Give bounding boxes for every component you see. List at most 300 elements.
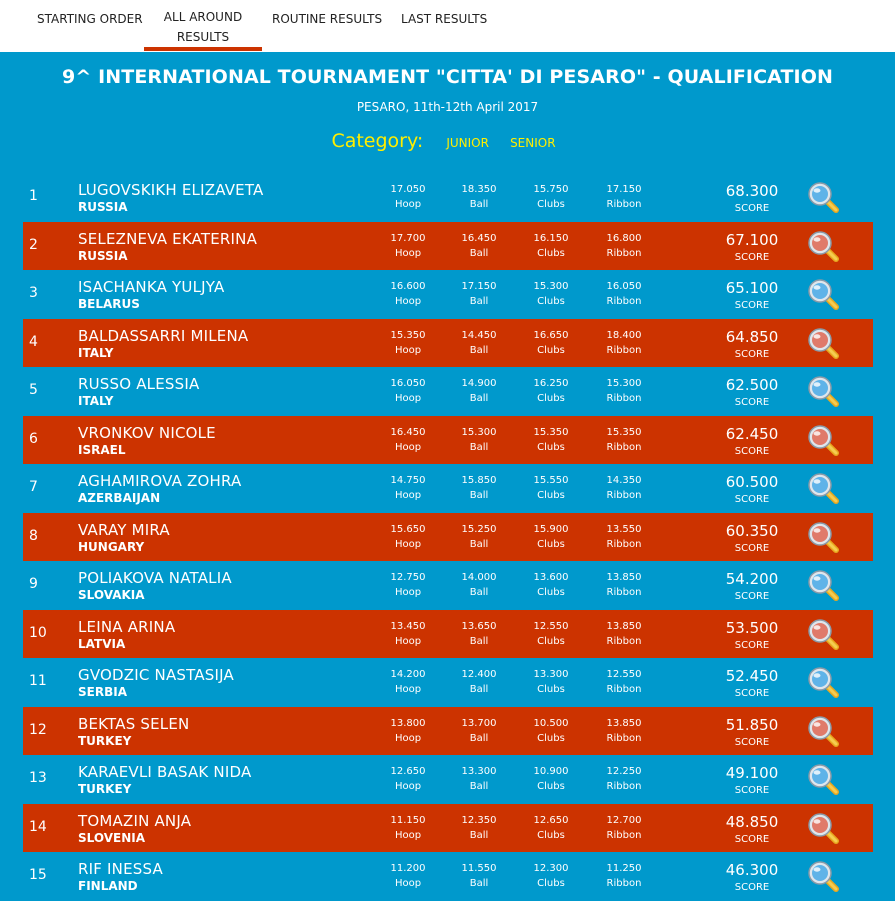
magnifier-icon[interactable]: [806, 617, 840, 651]
clubs-label: Clubs: [537, 344, 565, 356]
ribbon-cell: [594, 621, 654, 647]
tab-label-line1: ALL AROUND: [163, 10, 243, 24]
hoop-label: Hoop: [394, 781, 422, 792]
ball-score: 14.000: [461, 572, 497, 583]
ball-cell: [449, 330, 509, 356]
ribbon-label: Ribbon: [606, 296, 642, 307]
ribbon-score: 12.700: [606, 814, 642, 826]
hoop-cell: [378, 863, 438, 889]
ribbon-score: 16.800: [606, 232, 642, 244]
ball-cell: [449, 281, 509, 307]
ribbon-cell: [594, 184, 654, 210]
athlete-name: POLIAKOVA NATALIA: [78, 569, 232, 587]
hoop-label: Hoop: [394, 587, 422, 598]
athlete-name: RUSSO ALESSIA: [78, 375, 200, 393]
total-cell: [723, 522, 781, 554]
hoop-label: Hoop: [394, 296, 422, 307]
ribbon-score: 11.250: [606, 863, 642, 874]
ribbon-cell: [594, 863, 654, 889]
total-cell: [723, 279, 781, 311]
ribbon-score: 18.400: [606, 329, 642, 341]
magnifier-icon[interactable]: [806, 229, 840, 263]
ball-score: 15.850: [461, 475, 497, 486]
total-cell: [723, 667, 781, 699]
rank: 5: [29, 382, 38, 398]
page-title: 9^ INTERNATIONAL TOURNAMENT "CITTA' DI PESARO" - QUALIFICATION: [62, 66, 833, 88]
total-cell: [723, 764, 781, 796]
clubs-score: 16.650: [533, 329, 569, 341]
total-label: SCORE: [734, 300, 770, 311]
hoop-cell: [378, 669, 438, 695]
result-row: [23, 173, 873, 222]
hoop-cell: [378, 766, 438, 792]
ribbon-label: Ribbon: [606, 393, 642, 404]
clubs-label: Clubs: [537, 878, 565, 889]
clubs-label: Clubs: [537, 684, 565, 695]
category-label: Category:: [331, 130, 424, 152]
magnifier-icon[interactable]: [806, 423, 840, 457]
ribbon-score: 13.850: [606, 717, 642, 729]
athlete-name: SELEZNEVA EKATERINA: [78, 229, 258, 248]
rank: 14: [29, 818, 47, 835]
hoop-cell: [378, 815, 438, 841]
top-navigation: [0, 0, 895, 52]
athlete-name: TOMAZIN ANJA: [78, 811, 192, 830]
total-score: 62.500: [725, 376, 779, 394]
ribbon-score: 16.050: [606, 281, 642, 292]
athlete-nation: SLOVENIA: [78, 830, 146, 845]
result-row: [23, 513, 873, 562]
ribbon-label: Ribbon: [606, 829, 642, 841]
hoop-label: Hoop: [394, 538, 422, 550]
total-score: 60.500: [725, 473, 779, 491]
result-row: [23, 561, 873, 610]
total-label: SCORE: [734, 348, 770, 360]
hoop-score: 14.750: [390, 475, 426, 486]
total-cell: [723, 376, 781, 408]
rank: 2: [29, 236, 38, 253]
clubs-label: Clubs: [537, 199, 565, 210]
athlete-nation: LATVIA: [78, 636, 126, 651]
ribbon-label: Ribbon: [606, 490, 642, 501]
clubs-score: 12.550: [533, 620, 569, 632]
clubs-label: Clubs: [537, 781, 565, 792]
ball-score: 18.350: [461, 184, 497, 195]
athlete-name: LEINA ARINA: [78, 617, 176, 636]
ribbon-score: 17.150: [606, 184, 642, 195]
total-score: 67.100: [725, 230, 779, 249]
athlete-nation: SLOVAKIA: [78, 588, 145, 602]
ball-cell: [449, 621, 509, 647]
clubs-score: 10.900: [533, 766, 569, 777]
total-label: SCORE: [734, 251, 770, 263]
rank: 15: [29, 867, 47, 883]
ribbon-cell: [594, 233, 654, 259]
total-cell: [723, 328, 781, 360]
total-score: 53.500: [725, 618, 779, 637]
hoop-score: 13.800: [390, 717, 426, 729]
ball-score: 12.400: [461, 669, 497, 680]
result-row: [23, 367, 873, 416]
hoop-score: 12.750: [390, 572, 426, 583]
clubs-score: 10.500: [533, 717, 569, 729]
clubs-cell: [521, 427, 581, 453]
clubs-score: 16.150: [533, 232, 569, 244]
athlete-name: RIF INESSA: [78, 860, 163, 878]
clubs-cell: [521, 863, 581, 889]
ribbon-score: 13.850: [606, 620, 642, 632]
ball-score: 15.250: [461, 523, 497, 535]
ball-cell: [449, 863, 509, 889]
total-cell: [723, 861, 781, 893]
clubs-cell: [521, 572, 581, 598]
hoop-cell: [378, 621, 438, 647]
ball-cell: [449, 427, 509, 453]
clubs-score: 15.750: [533, 184, 569, 195]
magnifier-icon[interactable]: [806, 811, 840, 845]
total-label: SCORE: [734, 785, 770, 796]
magnifier-icon[interactable]: [806, 568, 840, 602]
athlete-nation: TURKEY: [78, 782, 132, 796]
magnifier-icon[interactable]: [806, 714, 840, 748]
active-tab-indicator: [144, 47, 262, 51]
ball-cell: [449, 669, 509, 695]
clubs-cell: [521, 184, 581, 210]
ribbon-label: Ribbon: [606, 199, 642, 210]
hoop-label: Hoop: [394, 441, 422, 453]
total-score: 68.300: [725, 182, 779, 200]
ball-cell: [449, 184, 509, 210]
clubs-score: 15.900: [533, 523, 569, 535]
total-cell: [723, 473, 781, 505]
total-cell: [723, 813, 781, 845]
hoop-score: 15.650: [390, 523, 426, 535]
total-cell: [723, 182, 781, 214]
athlete-name: KARAEVLI BASAK NIDA: [78, 763, 252, 781]
ball-label: Ball: [469, 684, 489, 695]
clubs-label: Clubs: [537, 490, 565, 501]
ribbon-score: 13.850: [606, 572, 642, 583]
total-label: SCORE: [734, 542, 770, 554]
result-row: [23, 804, 873, 853]
athlete-nation: RUSSIA: [78, 200, 128, 214]
ball-label: Ball: [469, 878, 489, 889]
magnifier-icon[interactable]: [806, 665, 840, 699]
tab-label-line2: RESULTS: [176, 30, 230, 44]
clubs-cell: [521, 233, 581, 259]
athlete-name: GVODZIC NASTASIJA: [78, 666, 234, 684]
total-label: SCORE: [734, 736, 770, 748]
total-cell: [723, 425, 781, 457]
athlete-nation: ITALY: [78, 394, 114, 408]
ball-label: Ball: [469, 344, 489, 356]
ball-score: 11.550: [461, 863, 497, 874]
rank: 11: [29, 673, 47, 689]
rank: 8: [29, 527, 38, 544]
magnifier-icon[interactable]: [806, 471, 840, 505]
total-score: 65.100: [725, 279, 779, 297]
result-row: [23, 270, 873, 319]
ribbon-cell: [594, 669, 654, 695]
hoop-score: 12.650: [390, 766, 426, 777]
hoop-score: 17.050: [390, 184, 426, 195]
athlete-nation: SERBIA: [78, 685, 127, 699]
athlete-name: VARAY MIRA: [78, 520, 170, 539]
ribbon-label: Ribbon: [606, 247, 642, 259]
ribbon-label: Ribbon: [606, 878, 642, 889]
ball-label: Ball: [469, 829, 489, 841]
result-row: [23, 610, 873, 659]
athlete-name: VRONKOV NICOLE: [78, 423, 216, 442]
ribbon-cell: [594, 330, 654, 356]
hoop-label: Hoop: [394, 199, 422, 210]
clubs-label: Clubs: [537, 829, 565, 841]
total-label: SCORE: [734, 397, 770, 408]
hoop-score: 11.200: [390, 863, 426, 874]
ball-cell: [449, 718, 509, 744]
clubs-score: 16.250: [533, 378, 569, 389]
ribbon-score: 15.350: [606, 426, 642, 438]
clubs-cell: [521, 475, 581, 501]
clubs-cell: [521, 524, 581, 550]
rank: 10: [29, 624, 47, 641]
hoop-cell: [378, 184, 438, 210]
magnifier-icon[interactable]: [806, 859, 840, 893]
total-score: 51.850: [725, 715, 779, 734]
tab-last-results[interactable]: LAST RESULTS: [401, 12, 488, 26]
rank: 12: [29, 721, 47, 738]
ribbon-cell: [594, 524, 654, 550]
clubs-label: Clubs: [537, 538, 565, 550]
ribbon-cell: [594, 378, 654, 404]
clubs-score: 15.300: [533, 281, 569, 292]
ribbon-label: Ribbon: [606, 635, 642, 647]
ball-score: 13.700: [461, 717, 497, 729]
result-row: [23, 707, 873, 756]
result-row: [23, 319, 873, 368]
clubs-label: Clubs: [537, 732, 565, 744]
result-row: [23, 755, 873, 804]
ribbon-label: Ribbon: [606, 684, 642, 695]
total-cell: [723, 231, 781, 263]
total-label: SCORE: [734, 639, 770, 651]
clubs-cell: [521, 281, 581, 307]
total-score: 52.450: [725, 667, 779, 685]
hoop-label: Hoop: [394, 684, 422, 695]
hoop-score: 11.150: [390, 814, 426, 826]
total-score: 46.300: [725, 861, 779, 879]
clubs-cell: [521, 718, 581, 744]
hoop-label: Hoop: [394, 732, 422, 744]
ribbon-score: 12.550: [606, 669, 642, 680]
clubs-score: 12.650: [533, 814, 569, 826]
ball-label: Ball: [469, 732, 489, 744]
total-cell: [723, 570, 781, 602]
total-label: SCORE: [734, 882, 770, 893]
result-row: [23, 658, 873, 707]
ball-score: 16.450: [461, 232, 497, 244]
category-senior-link[interactable]: SENIOR: [510, 136, 556, 150]
hoop-label: Hoop: [394, 829, 422, 841]
ribbon-cell: [594, 572, 654, 598]
page-subtitle: PESARO, 11th-12th April 2017: [356, 100, 539, 114]
total-score: 54.200: [725, 570, 779, 588]
total-label: SCORE: [734, 445, 770, 457]
ribbon-score: 12.250: [606, 766, 642, 777]
hoop-label: Hoop: [394, 393, 422, 404]
clubs-cell: [521, 766, 581, 792]
athlete-nation: ITALY: [78, 345, 114, 360]
athlete-name: BALDASSARRI MILENA: [78, 326, 249, 345]
rank: 13: [29, 770, 47, 786]
result-row: [23, 222, 873, 271]
ribbon-score: 13.550: [606, 523, 642, 535]
ball-score: 17.150: [461, 281, 497, 292]
ball-label: Ball: [469, 296, 489, 307]
ribbon-cell: [594, 766, 654, 792]
ball-score: 13.650: [461, 620, 497, 632]
tab-starting-order[interactable]: STARTING ORDER: [37, 12, 143, 26]
ball-label: Ball: [469, 538, 489, 550]
total-label: SCORE: [734, 203, 770, 214]
ball-label: Ball: [469, 393, 489, 404]
ball-label: Ball: [469, 199, 489, 210]
ball-cell: [449, 378, 509, 404]
magnifier-icon[interactable]: [806, 762, 840, 796]
results-list: [0, 173, 895, 901]
ribbon-cell: [594, 718, 654, 744]
ribbon-cell: [594, 281, 654, 307]
athlete-nation: HUNGARY: [78, 539, 145, 554]
magnifier-icon[interactable]: [806, 277, 840, 311]
hoop-cell: [378, 524, 438, 550]
ball-score: 15.300: [461, 426, 497, 438]
hoop-label: Hoop: [394, 344, 422, 356]
hoop-cell: [378, 330, 438, 356]
ribbon-label: Ribbon: [606, 781, 642, 792]
hoop-score: 16.600: [390, 281, 426, 292]
ball-label: Ball: [469, 587, 489, 598]
hoop-cell: [378, 427, 438, 453]
ball-label: Ball: [469, 635, 489, 647]
category-junior-link[interactable]: JUNIOR: [446, 136, 489, 150]
athlete-name: LUGOVSKIKH ELIZAVETA: [78, 181, 264, 199]
hoop-cell: [378, 281, 438, 307]
clubs-label: Clubs: [537, 635, 565, 647]
result-row: [23, 464, 873, 513]
hoop-cell: [378, 378, 438, 404]
ball-label: Ball: [469, 247, 489, 259]
hoop-score: 17.700: [390, 232, 426, 244]
athlete-nation: TURKEY: [78, 733, 132, 748]
rank: 7: [29, 479, 38, 495]
magnifier-icon[interactable]: [806, 374, 840, 408]
hoop-cell: [378, 475, 438, 501]
athlete-nation: FINLAND: [78, 879, 138, 893]
tab-all-around-results[interactable]: [144, 7, 262, 47]
hoop-score: 14.200: [390, 669, 426, 680]
athlete-nation: ISRAEL: [78, 442, 126, 457]
ball-cell: [449, 815, 509, 841]
total-label: SCORE: [734, 833, 770, 845]
hoop-score: 15.350: [390, 329, 426, 341]
magnifier-icon[interactable]: [806, 180, 840, 214]
result-row: [23, 416, 873, 465]
hoop-cell: [378, 233, 438, 259]
ball-label: Ball: [469, 781, 489, 792]
hoop-label: Hoop: [394, 878, 422, 889]
result-row: [23, 852, 873, 901]
athlete-name: ISACHANKA YULJYA: [78, 278, 225, 296]
athlete-nation: RUSSIA: [78, 248, 128, 263]
total-score: 60.350: [725, 521, 779, 540]
clubs-score: 15.550: [533, 475, 569, 486]
total-score: 48.850: [725, 812, 779, 831]
ribbon-label: Ribbon: [606, 587, 642, 598]
ribbon-label: Ribbon: [606, 732, 642, 744]
clubs-cell: [521, 815, 581, 841]
tab-routine-results[interactable]: ROUTINE RESULTS: [272, 12, 383, 26]
clubs-cell: [521, 669, 581, 695]
ball-cell: [449, 766, 509, 792]
clubs-label: Clubs: [537, 296, 565, 307]
clubs-score: 12.300: [533, 863, 569, 874]
ribbon-cell: [594, 427, 654, 453]
ribbon-label: Ribbon: [606, 441, 642, 453]
total-cell: [723, 716, 781, 748]
clubs-score: 13.300: [533, 669, 569, 680]
hoop-label: Hoop: [394, 247, 422, 259]
ball-score: 14.900: [461, 378, 497, 389]
total-score: 49.100: [725, 764, 779, 782]
hoop-cell: [378, 572, 438, 598]
hoop-score: 13.450: [390, 620, 426, 632]
hoop-label: Hoop: [394, 490, 422, 501]
ball-cell: [449, 233, 509, 259]
clubs-label: Clubs: [537, 393, 565, 404]
ball-score: 13.300: [461, 766, 497, 777]
magnifier-icon[interactable]: [806, 520, 840, 554]
clubs-score: 13.600: [533, 572, 569, 583]
ball-cell: [449, 475, 509, 501]
ribbon-label: Ribbon: [606, 538, 642, 550]
hoop-score: 16.050: [390, 378, 426, 389]
athlete-nation: AZERBAIJAN: [78, 491, 161, 505]
clubs-label: Clubs: [537, 247, 565, 259]
ball-label: Ball: [469, 441, 489, 453]
rank: 4: [29, 333, 38, 350]
ball-cell: [449, 524, 509, 550]
clubs-cell: [521, 621, 581, 647]
clubs-cell: [521, 378, 581, 404]
ribbon-cell: [594, 815, 654, 841]
clubs-label: Clubs: [537, 587, 565, 598]
clubs-label: Clubs: [537, 441, 565, 453]
category-selector: [0, 130, 895, 158]
total-cell: [723, 619, 781, 651]
rank: 6: [29, 430, 38, 447]
ribbon-cell: [594, 475, 654, 501]
rank: 1: [29, 188, 38, 204]
ribbon-score: 14.350: [606, 475, 642, 486]
athlete-nation: BELARUS: [78, 297, 140, 311]
ribbon-label: Ribbon: [606, 344, 642, 356]
athlete-name: AGHAMIROVA ZOHRA: [78, 472, 242, 490]
magnifier-icon[interactable]: [806, 326, 840, 360]
total-label: SCORE: [734, 591, 770, 602]
ball-score: 14.450: [461, 329, 497, 341]
hoop-score: 16.450: [390, 426, 426, 438]
